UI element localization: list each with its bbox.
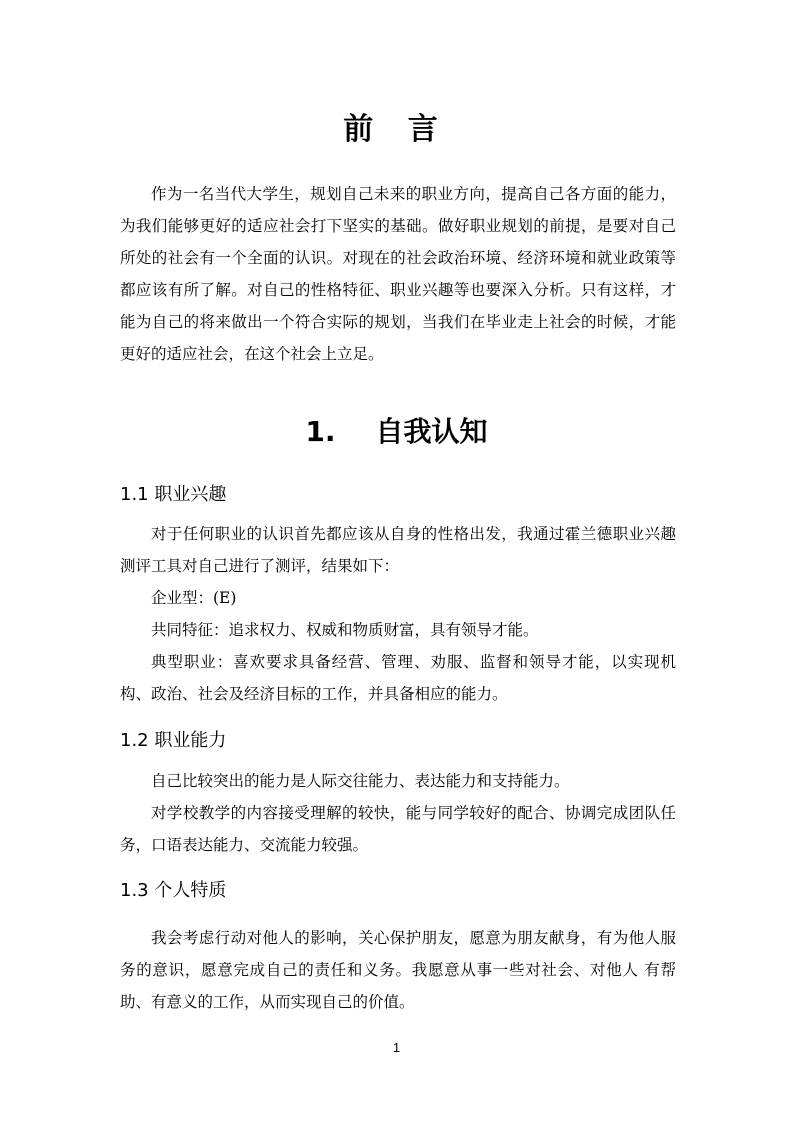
section-1-1-type: 企业型：(E) bbox=[151, 589, 237, 607]
preface-title: 前 言 bbox=[343, 112, 450, 147]
section-1-2-p1: 自己比较突出的能力是人际交往能力、表达能力和支持能力。 bbox=[151, 772, 570, 790]
section-1-1-traits: 共同特征：追求权力、权威和物质财富，具有领导才能。 bbox=[151, 621, 539, 639]
section-1-1-intro: 对于任何职业的认识首先都应该从自身的性格出发，我通过霍兰德职业兴趣测评工具对自己进行了测评，结果如下： bbox=[120, 525, 676, 575]
preface-paragraph: 作为一名当代大学生，规划自己未来的职业方向，提高自己各方面的能力，为我们能够更好的适应社会打下坚实的基础。做好职业规划的前提，是要对自己所处的社会有一个全面的认识。对现在的社会政治环境、经济环境和就业政策等都应该有所了解。对自己的性格特征、职业兴趣等也要深入分析。只有这样，才能为自己的将来做出一个符合实际的规划，当我们在毕业走上社会的时候，才能更好的适应社会，在这个社会上立足。 bbox=[120, 185, 676, 363]
section-1-2-p2: 对学校教学的内容接受理解的较快，能与同学较好的配合、协调完成团队任务，口语表达能力、交流能力较强。 bbox=[120, 804, 676, 854]
section-1-3-p1: 我会考虑行动对他人的影响，关心保护朋友，愿意为朋友献身，有为他人服务的意识，愿意完成自己的责任和义务。我愿意从事一些对社会、对他人 有帮助、有意义的工作，从而实现自己的价值。 bbox=[120, 929, 676, 1011]
chapter-number: 1. bbox=[305, 415, 336, 448]
page-number: 1 bbox=[392, 1040, 401, 1055]
chapter-heading bbox=[0, 410, 793, 450]
section-heading-1-3: 1.3 个人特质 bbox=[120, 880, 227, 901]
section-heading-1-1: 1.1 职业兴趣 bbox=[120, 484, 227, 505]
chapter-title: 自我认知 bbox=[375, 415, 488, 448]
section-1-1-jobs: 典型职业：喜欢要求具备经营、管理、劝服、监督和领导才能，以实现机构、政治、社会及经济目标的工作，并具备相应的能力。 bbox=[120, 653, 676, 703]
section-heading-1-2: 1.2 职业能力 bbox=[120, 730, 227, 751]
